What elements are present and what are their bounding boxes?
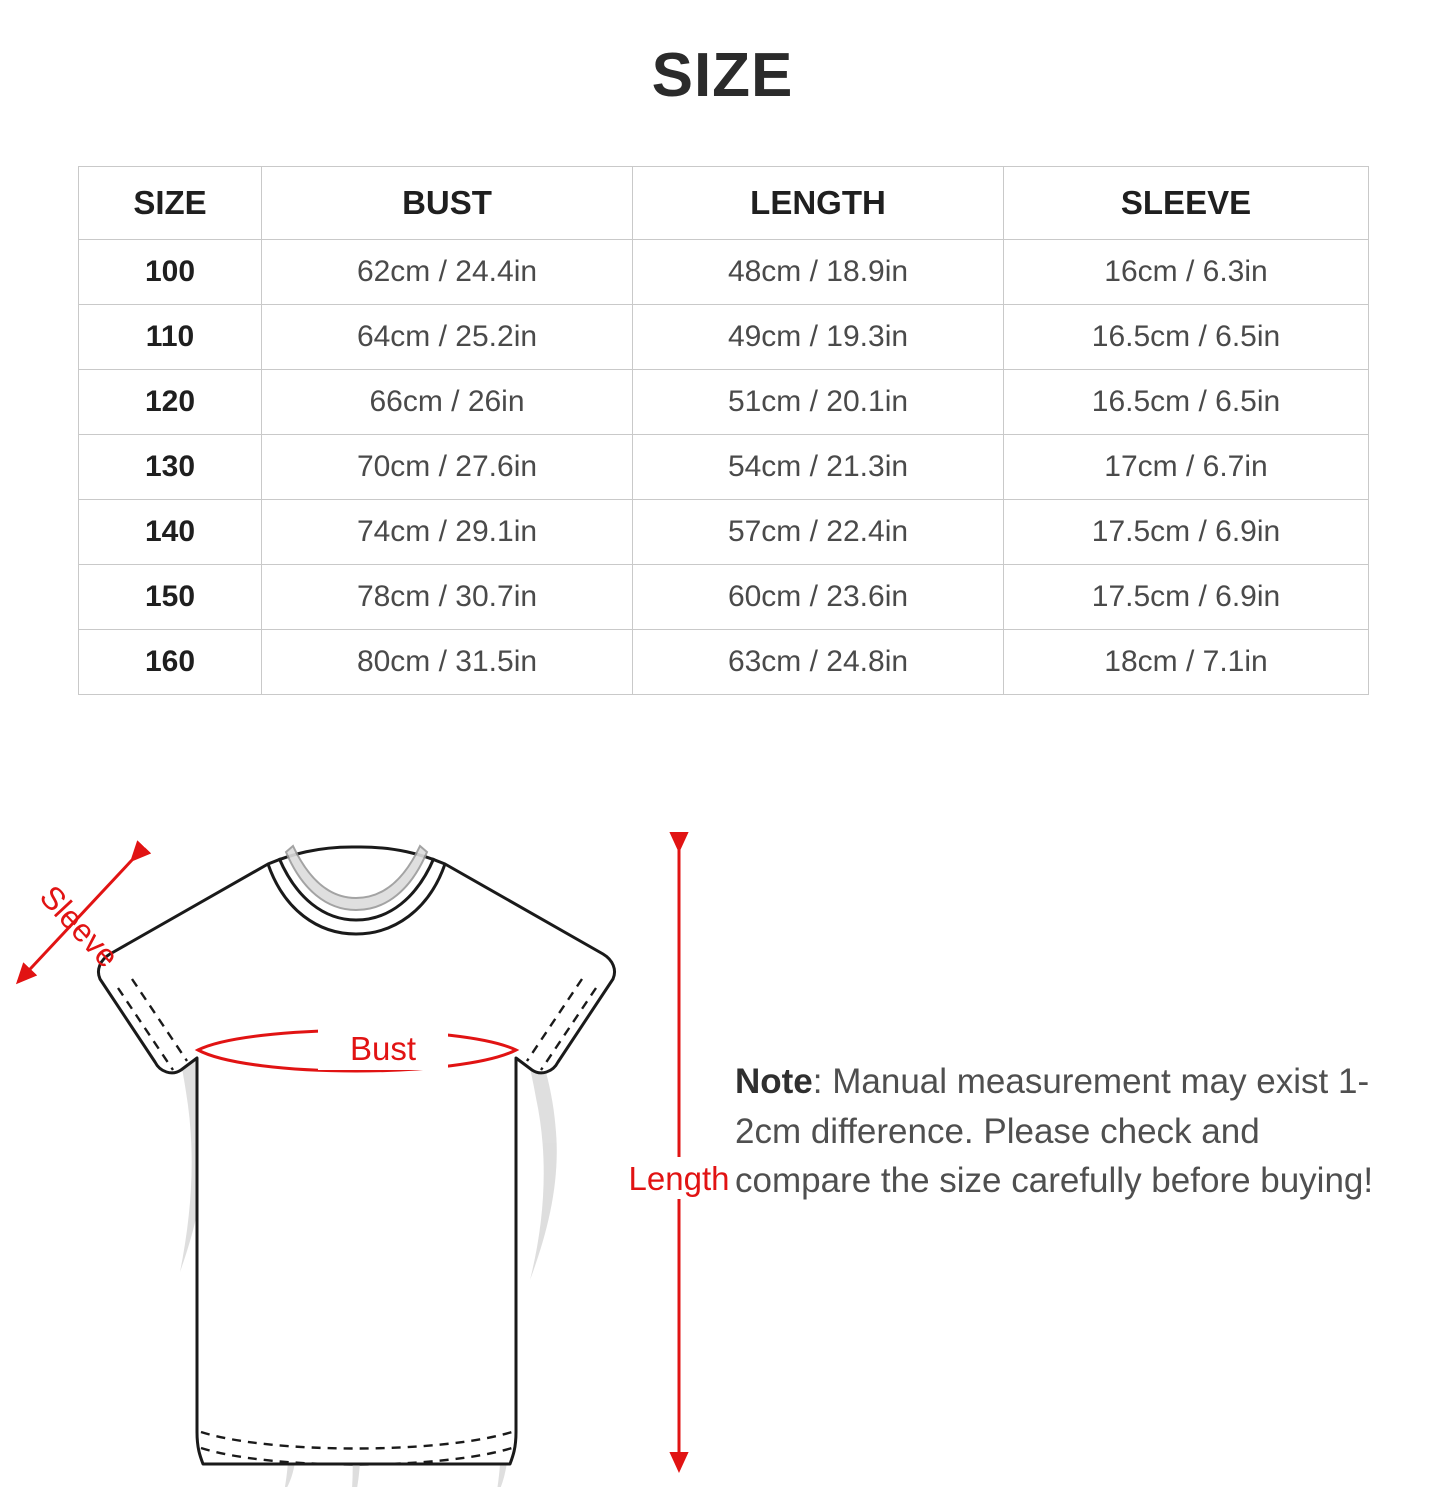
cell-size: 130 bbox=[79, 435, 262, 500]
column-header-size: SIZE bbox=[79, 167, 262, 240]
size-chart-page bbox=[0, 41, 1445, 1201]
cell-length: 60cm / 23.6in bbox=[633, 565, 1004, 630]
table-row bbox=[79, 630, 1369, 695]
table-row bbox=[79, 500, 1369, 565]
cell-sleeve: 16cm / 6.3in bbox=[1004, 240, 1369, 305]
cell-bust: 70cm / 27.6in bbox=[262, 435, 633, 500]
cell-length: 57cm / 22.4in bbox=[633, 500, 1004, 565]
cell-sleeve: 17.5cm / 6.9in bbox=[1004, 500, 1369, 565]
cell-sleeve: 16.5cm / 6.5in bbox=[1004, 370, 1369, 435]
cell-size: 150 bbox=[79, 565, 262, 630]
cell-length: 51cm / 20.1in bbox=[633, 370, 1004, 435]
cell-bust: 66cm / 26in bbox=[262, 370, 633, 435]
cell-sleeve: 17.5cm / 6.9in bbox=[1004, 565, 1369, 630]
column-header-bust: BUST bbox=[262, 167, 633, 240]
table-header-row bbox=[79, 167, 1369, 240]
column-header-sleeve: SLEEVE bbox=[1004, 167, 1369, 240]
page-title: SIZE bbox=[651, 41, 794, 110]
note-label: Note bbox=[735, 1062, 813, 1101]
cell-bust: 62cm / 24.4in bbox=[262, 240, 633, 305]
measurement-diagram bbox=[0, 802, 1445, 1487]
cell-bust: 78cm / 30.7in bbox=[262, 565, 633, 630]
cell-bust: 74cm / 29.1in bbox=[262, 500, 633, 565]
tshirt-outline bbox=[98, 847, 614, 1464]
size-table bbox=[78, 166, 1369, 695]
bust-label: Bust bbox=[349, 1030, 417, 1067]
sleeve-label: Sleeve bbox=[32, 878, 126, 975]
note-text: : Manual measurement may exist 1-2cm difference. Please check and compare the size carefully before buying! bbox=[735, 1062, 1374, 1201]
note-block bbox=[735, 1057, 1385, 1206]
cell-sleeve: 18cm / 7.1in bbox=[1004, 630, 1369, 695]
cell-sleeve: 16.5cm / 6.5in bbox=[1004, 305, 1369, 370]
cell-sleeve: 17cm / 6.7in bbox=[1004, 435, 1369, 500]
cell-bust: 64cm / 25.2in bbox=[262, 305, 633, 370]
cell-length: 63cm / 24.8in bbox=[633, 630, 1004, 695]
cell-length: 48cm / 18.9in bbox=[633, 240, 1004, 305]
cell-size: 120 bbox=[79, 370, 262, 435]
size-table-container bbox=[78, 166, 1367, 695]
cell-length: 54cm / 21.3in bbox=[633, 435, 1004, 500]
table-row bbox=[79, 565, 1369, 630]
cell-length: 49cm / 19.3in bbox=[633, 305, 1004, 370]
cell-size: 100 bbox=[79, 240, 262, 305]
cell-size: 160 bbox=[79, 630, 262, 695]
cell-size: 140 bbox=[79, 500, 262, 565]
table-row bbox=[79, 370, 1369, 435]
column-header-length: LENGTH bbox=[633, 167, 1004, 240]
cell-bust: 80cm / 31.5in bbox=[262, 630, 633, 695]
cell-size: 110 bbox=[79, 305, 262, 370]
table-row bbox=[79, 435, 1369, 500]
table-row bbox=[79, 240, 1369, 305]
table-row bbox=[79, 305, 1369, 370]
length-label: Length bbox=[628, 1160, 730, 1197]
